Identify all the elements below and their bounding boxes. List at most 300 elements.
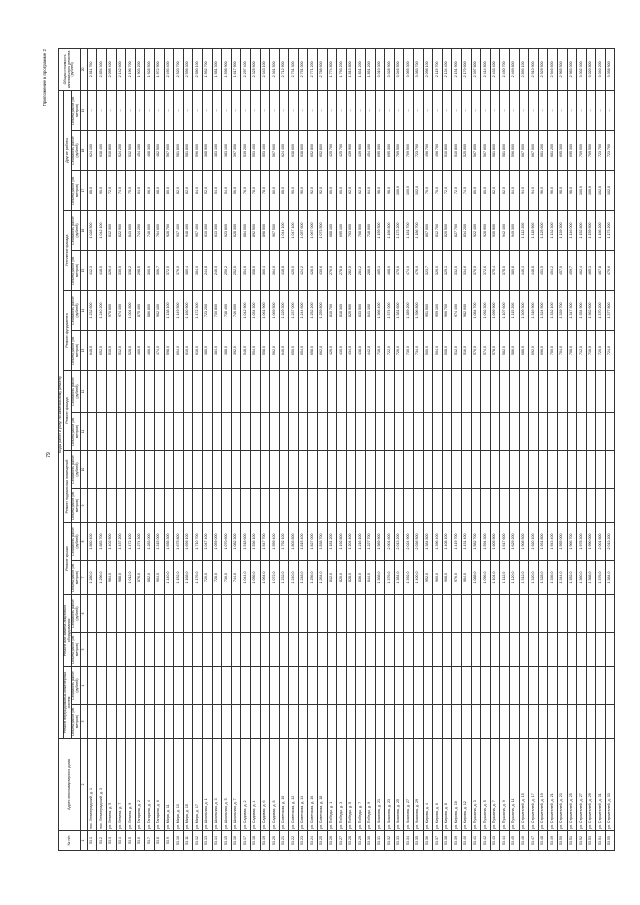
row-cell bbox=[481, 705, 491, 739]
row-cell: 836,0 bbox=[356, 561, 366, 595]
row-cell bbox=[202, 371, 212, 413]
row-cell: 380,0 bbox=[202, 331, 212, 371]
row-cell: – bbox=[327, 90, 337, 130]
row-total: 2 983 000 bbox=[567, 48, 577, 90]
row-cell: 554,0 bbox=[250, 331, 260, 371]
row-cell: 1 389 200 bbox=[404, 291, 414, 331]
row-cell bbox=[87, 371, 97, 413]
row-number: 53.51 bbox=[567, 831, 577, 851]
row-address: ул. Мира, д. 15 bbox=[183, 739, 193, 831]
row-cell: 326,0 bbox=[433, 251, 443, 291]
row-cell: 581 800 bbox=[183, 131, 193, 171]
row-cell: 80,0 bbox=[164, 171, 174, 211]
column-index: 2 bbox=[80, 739, 87, 831]
row-number: 53.21 bbox=[279, 831, 289, 851]
row-cell bbox=[327, 451, 337, 489]
row-cell: 928 900 bbox=[481, 211, 491, 251]
table-row bbox=[260, 48, 270, 850]
row-cell: 1 384,0 bbox=[394, 561, 404, 595]
row-cell: 100,0 bbox=[586, 171, 596, 211]
column-index: 3 bbox=[80, 705, 87, 739]
row-cell bbox=[202, 451, 212, 489]
row-cell bbox=[423, 371, 433, 413]
row-cell bbox=[145, 667, 155, 705]
row-cell: 822 900 bbox=[116, 211, 126, 251]
row-cell bbox=[461, 633, 471, 667]
row-cell bbox=[385, 451, 395, 489]
row-cell: 567 600 bbox=[481, 131, 491, 171]
row-cell bbox=[318, 667, 328, 705]
row-cell: 812 300 bbox=[107, 211, 117, 251]
row-address: ул. Школьная, д. 7 bbox=[231, 739, 241, 831]
row-cell: – bbox=[366, 90, 376, 130]
row-cell: 610 300 bbox=[202, 211, 212, 251]
row-cell: – bbox=[586, 90, 596, 130]
row-cell: 528,0 bbox=[126, 331, 136, 371]
row-cell: 1 320,0 bbox=[529, 561, 539, 595]
row-cell: 952,0 bbox=[423, 561, 433, 595]
row-cell: 1 966 700 bbox=[567, 523, 577, 561]
row-cell: 1 061 900 bbox=[260, 291, 270, 331]
row-cell: 1 675 800 bbox=[174, 523, 184, 561]
row-cell bbox=[154, 705, 164, 739]
row-cell: – bbox=[174, 90, 184, 130]
row-cell: 942 400 bbox=[500, 211, 510, 251]
row-total: 2 098 100 bbox=[423, 48, 433, 90]
row-cell: 64,0 bbox=[135, 171, 145, 211]
row-cell bbox=[356, 371, 366, 413]
row-number: 53.28 bbox=[346, 831, 356, 851]
row-cell: 510 800 bbox=[442, 131, 452, 171]
row-address: ул. Садовая, д. 4 bbox=[250, 739, 260, 831]
row-cell bbox=[346, 451, 356, 489]
column-index: 7 bbox=[80, 561, 87, 595]
row-cell: 100,0 bbox=[404, 171, 414, 211]
row-cell bbox=[461, 705, 471, 739]
table-row bbox=[596, 48, 606, 850]
row-cell: 886 800 bbox=[145, 291, 155, 331]
row-cell: 1 408 100 bbox=[442, 523, 452, 561]
row-cell bbox=[605, 633, 615, 667]
row-cell bbox=[154, 633, 164, 667]
row-cell bbox=[241, 633, 251, 667]
row-cell bbox=[596, 595, 606, 633]
row-cell bbox=[577, 633, 587, 667]
row-cell: – bbox=[145, 90, 155, 130]
row-cell: 1 057 600 bbox=[298, 211, 308, 251]
table-row bbox=[298, 48, 308, 850]
row-cell bbox=[577, 451, 587, 489]
row-address: ул. Советская, д. 18 bbox=[318, 739, 328, 831]
row-cell: 451,5 bbox=[538, 251, 548, 291]
row-address: ул. Строителей, д. 33 bbox=[605, 739, 615, 831]
row-cell bbox=[596, 413, 606, 451]
row-address: ул. Чкалова, д. 21 bbox=[375, 739, 385, 831]
row-cell bbox=[538, 667, 548, 705]
row-cell: 1 274 300 bbox=[135, 523, 145, 561]
row-cell bbox=[87, 667, 97, 705]
row-cell bbox=[442, 413, 452, 451]
row-cell bbox=[318, 413, 328, 451]
row-cell: 613 300 bbox=[212, 211, 222, 251]
row-address: ул. Строителей, д. 21 bbox=[548, 739, 558, 831]
row-cell bbox=[529, 371, 539, 413]
row-cell: 1 344,0 bbox=[557, 561, 567, 595]
row-cell: 730 800 bbox=[212, 291, 222, 331]
table-row bbox=[356, 48, 366, 850]
row-total: 2 433 400 bbox=[490, 48, 500, 90]
row-cell bbox=[318, 705, 328, 739]
row-cell: 974 400 bbox=[452, 291, 462, 331]
row-cell: 468 300 bbox=[145, 131, 155, 171]
row-cell: – bbox=[605, 90, 615, 130]
row-cell bbox=[164, 451, 174, 489]
row-cell bbox=[222, 413, 232, 451]
row-cell bbox=[596, 489, 606, 523]
row-cell bbox=[212, 489, 222, 523]
row-cell bbox=[529, 595, 539, 633]
row-cell bbox=[538, 451, 548, 489]
row-cell bbox=[241, 451, 251, 489]
row-cell bbox=[318, 633, 328, 667]
row-cell: 828,0 bbox=[346, 561, 356, 595]
row-cell: – bbox=[87, 90, 97, 130]
row-cell bbox=[490, 633, 500, 667]
row-address: ул. Гагарина, д. 4 bbox=[145, 739, 155, 831]
row-cell: 810 700 bbox=[327, 291, 337, 331]
row-cell bbox=[548, 667, 558, 705]
table-row bbox=[250, 48, 260, 850]
row-cell: 1 803 800 bbox=[289, 523, 299, 561]
row-cell: 1 159 500 bbox=[586, 211, 596, 251]
row-cell bbox=[183, 413, 193, 451]
row-cell bbox=[433, 633, 443, 667]
row-cell: 500,0 bbox=[423, 331, 433, 371]
row-cell: 60,0 bbox=[327, 171, 337, 211]
row-cell bbox=[471, 371, 481, 413]
row-cell bbox=[509, 705, 519, 739]
row-cell bbox=[279, 371, 289, 413]
row-cell bbox=[212, 413, 222, 451]
row-number: 53.37 bbox=[433, 831, 443, 851]
row-address: ул. Советская, д. 10 bbox=[279, 739, 289, 831]
row-cell: 1 099 900 bbox=[490, 291, 500, 331]
row-number: 53.7 bbox=[145, 831, 155, 851]
header-cost: Стоимость работ (рублей) bbox=[72, 371, 81, 413]
header-cost: Стоимость работ (рублей) bbox=[72, 131, 81, 171]
row-cell bbox=[231, 595, 241, 633]
row-cell: 695 300 bbox=[385, 131, 395, 171]
row-cell: 744 200 bbox=[135, 211, 145, 251]
row-cell bbox=[471, 413, 481, 451]
row-cell bbox=[356, 595, 366, 633]
row-cell: 78,0 bbox=[250, 171, 260, 211]
row-cell bbox=[567, 371, 577, 413]
row-cell: 80,0 bbox=[481, 171, 491, 211]
row-cell: 567 600 bbox=[270, 131, 280, 171]
row-cell bbox=[298, 413, 308, 451]
row-cell: 1 181 200 bbox=[327, 523, 337, 561]
row-cell bbox=[298, 705, 308, 739]
row-cell bbox=[174, 595, 184, 633]
row-cell bbox=[452, 371, 462, 413]
table-row bbox=[212, 48, 222, 850]
row-cell bbox=[538, 489, 548, 523]
row-cell: 512,0 bbox=[116, 331, 126, 371]
row-cell: 82,0 bbox=[500, 171, 510, 211]
row-cell bbox=[442, 667, 452, 705]
row-cell bbox=[346, 633, 356, 667]
row-cell bbox=[164, 489, 174, 523]
row-cell bbox=[346, 489, 356, 523]
header-group: Другие работы bbox=[63, 90, 72, 210]
row-cell: – bbox=[548, 90, 558, 130]
row-cell: 1 073 500 bbox=[318, 211, 328, 251]
rotated-sheet bbox=[40, 45, 612, 865]
row-cell bbox=[414, 705, 424, 739]
row-cell bbox=[548, 633, 558, 667]
row-cell bbox=[193, 371, 203, 413]
row-cell bbox=[500, 489, 510, 523]
column-index: 19 bbox=[80, 90, 87, 130]
row-cell bbox=[183, 451, 193, 489]
row-total: 2 397 800 bbox=[471, 48, 481, 90]
row-cell: – bbox=[289, 90, 299, 130]
row-cell: 1 084 700 bbox=[471, 291, 481, 331]
row-cell bbox=[231, 705, 241, 739]
row-number: 53.42 bbox=[481, 831, 491, 851]
row-cell bbox=[394, 595, 404, 633]
row-cell: 1 152 800 bbox=[577, 211, 587, 251]
row-address: ул. Победы, д. 3 bbox=[337, 739, 347, 831]
row-cell bbox=[145, 595, 155, 633]
row-cell bbox=[471, 667, 481, 705]
row-cell bbox=[519, 595, 529, 633]
row-cell bbox=[135, 705, 145, 739]
row-cell: 100,0 bbox=[577, 171, 587, 211]
row-cell: 470,6 bbox=[605, 251, 615, 291]
row-cell bbox=[318, 595, 328, 633]
row-cell bbox=[202, 413, 212, 451]
table-row bbox=[509, 48, 519, 850]
row-total: 2 965 500 bbox=[557, 48, 567, 90]
table-row bbox=[327, 48, 337, 850]
row-cell bbox=[212, 667, 222, 705]
row-total: 2 414 800 bbox=[481, 48, 491, 90]
row-cell: 581 800 bbox=[490, 131, 500, 171]
row-address: ул. Гагарина, д. 6 bbox=[154, 739, 164, 831]
row-cell: 638 600 bbox=[289, 131, 299, 171]
row-cell: 516,0 bbox=[461, 331, 471, 371]
row-cell: 876,0 bbox=[135, 561, 145, 595]
row-cell: 2 024 900 bbox=[404, 523, 414, 561]
row-cell: 718 000 bbox=[366, 211, 376, 251]
row-cell: 1 115 200 bbox=[509, 291, 519, 331]
row-cell: 1 028 500 bbox=[87, 211, 97, 251]
row-cell: 1 354 900 bbox=[577, 291, 587, 331]
row-address: ул. Кирова, д. 8 bbox=[442, 739, 452, 831]
row-cell bbox=[557, 595, 567, 633]
row-cell: 812,0 bbox=[327, 561, 337, 595]
row-cell bbox=[490, 705, 500, 739]
row-cell bbox=[174, 633, 184, 667]
row-cell bbox=[231, 633, 241, 667]
row-cell bbox=[356, 667, 366, 705]
row-cell bbox=[500, 705, 510, 739]
row-cell: 1 699 100 bbox=[183, 523, 193, 561]
row-cell bbox=[145, 705, 155, 739]
row-cell bbox=[481, 451, 491, 489]
row-cell bbox=[174, 451, 184, 489]
row-cell: 1 173 200 bbox=[605, 211, 615, 251]
row-cell bbox=[452, 633, 462, 667]
column-index: 1 bbox=[80, 831, 87, 851]
row-total: 2 811 760 bbox=[87, 48, 97, 90]
row-cell bbox=[116, 633, 126, 667]
row-cell: – bbox=[212, 90, 222, 130]
row-cell: 1 396 400 bbox=[433, 523, 443, 561]
row-cell bbox=[87, 705, 97, 739]
row-cell: – bbox=[183, 90, 193, 130]
row-cell: 1 296,0 bbox=[97, 561, 107, 595]
row-cell: – bbox=[567, 90, 577, 130]
row-number: 53.12 bbox=[193, 831, 203, 851]
row-number: 53.4 bbox=[116, 831, 126, 851]
row-cell bbox=[289, 413, 299, 451]
column-index: 18 bbox=[80, 131, 87, 171]
row-cell: 949 300 bbox=[509, 211, 519, 251]
row-cell: 448,8 bbox=[529, 251, 539, 291]
row-cell bbox=[586, 705, 596, 739]
row-cell bbox=[548, 451, 558, 489]
row-cell: 1 402 500 bbox=[107, 523, 117, 561]
row-cell: 1 324 500 bbox=[538, 291, 548, 331]
row-cell: 278,8 bbox=[337, 251, 347, 291]
row-cell: 80,0 bbox=[471, 171, 481, 211]
row-cell bbox=[423, 705, 433, 739]
row-cell bbox=[97, 489, 107, 523]
row-cell: 459,7 bbox=[567, 251, 577, 291]
row-cell: 1 042 100 bbox=[97, 211, 107, 251]
row-number: 53.52 bbox=[577, 831, 587, 851]
row-number: 53.32 bbox=[385, 831, 395, 851]
row-total: 2 893 100 bbox=[519, 48, 529, 90]
row-cell: 695 300 bbox=[375, 131, 385, 171]
table-row bbox=[433, 48, 443, 850]
row-cell bbox=[250, 595, 260, 633]
row-cell bbox=[394, 413, 404, 451]
row-cell bbox=[356, 413, 366, 451]
row-cell bbox=[423, 595, 433, 633]
row-cell: – bbox=[557, 90, 567, 130]
row-number: 53.19 bbox=[260, 831, 270, 851]
row-cell: 726,0 bbox=[394, 331, 404, 371]
row-cell bbox=[154, 489, 164, 523]
row-cell: 465,1 bbox=[375, 251, 385, 291]
row-cell bbox=[135, 451, 145, 489]
row-number: 53.24 bbox=[308, 831, 318, 851]
row-address: ул. Пушкина, д. 3 bbox=[471, 739, 481, 831]
row-cell: 843 000 bbox=[126, 211, 136, 251]
row-cell: 100,0 bbox=[394, 171, 404, 211]
row-cell bbox=[356, 705, 366, 739]
row-cell: 372,5 bbox=[164, 251, 174, 291]
row-cell bbox=[596, 705, 606, 739]
table-row bbox=[308, 48, 318, 850]
row-cell bbox=[366, 371, 376, 413]
row-cell bbox=[404, 633, 414, 667]
row-cell bbox=[385, 371, 395, 413]
row-cell: 988,0 bbox=[116, 561, 126, 595]
row-cell: 695 300 bbox=[567, 131, 577, 171]
row-cell bbox=[164, 705, 174, 739]
row-cell: – bbox=[250, 90, 260, 130]
row-cell: 708,0 bbox=[567, 331, 577, 371]
row-cell bbox=[577, 371, 587, 413]
row-cell bbox=[202, 595, 212, 633]
row-cell bbox=[375, 667, 385, 705]
row-cell: 1 315 000 bbox=[154, 523, 164, 561]
row-number: 53.8 bbox=[154, 831, 164, 851]
row-cell bbox=[241, 489, 251, 523]
row-cell bbox=[193, 489, 203, 523]
row-cell: 696,0 bbox=[538, 331, 548, 371]
row-cell: 338,2 bbox=[126, 251, 136, 291]
row-number: 53.31 bbox=[375, 831, 385, 851]
row-cell: 1 377 800 bbox=[605, 291, 615, 331]
row-cell bbox=[346, 705, 356, 739]
row-cell bbox=[509, 451, 519, 489]
row-cell bbox=[442, 705, 452, 739]
row-total: 3 002 300 bbox=[577, 48, 587, 90]
row-cell: 681 200 bbox=[538, 131, 548, 171]
row-cell bbox=[298, 371, 308, 413]
row-cell: – bbox=[471, 90, 481, 130]
row-cell bbox=[461, 489, 471, 523]
row-cell: – bbox=[452, 90, 462, 130]
row-cell bbox=[279, 489, 289, 523]
row-address: ул. Ленина, д. 9 bbox=[126, 739, 136, 831]
row-cell: 720,0 bbox=[596, 331, 606, 371]
row-cell: 807 000 bbox=[423, 211, 433, 251]
row-total: 2 520 700 bbox=[174, 48, 184, 90]
table-row bbox=[519, 48, 529, 850]
header-group: Ремонт фасада bbox=[63, 371, 72, 451]
header-total: Общая стоимость капитального ремонта (рублей) bbox=[59, 48, 81, 90]
row-total: 2 771 200 bbox=[308, 48, 318, 90]
row-cell: 70,0 bbox=[433, 171, 443, 211]
row-cell bbox=[298, 595, 308, 633]
row-cell bbox=[346, 667, 356, 705]
row-cell: 1 112,0 bbox=[500, 561, 510, 595]
row-cell bbox=[97, 371, 107, 413]
row-cell bbox=[548, 595, 558, 633]
row-cell: 1 360,0 bbox=[577, 561, 587, 595]
row-cell bbox=[529, 451, 539, 489]
row-cell: – bbox=[270, 90, 280, 130]
row-address: ул. Гагарина, д. 2 bbox=[135, 739, 145, 831]
row-address: ул. Победы, д. 5 bbox=[346, 739, 356, 831]
row-address: ул. Мира, д. 11 bbox=[164, 739, 174, 831]
row-cell: 1 120,0 bbox=[509, 561, 519, 595]
row-cell bbox=[97, 667, 107, 705]
row-cell: 720,0 bbox=[202, 561, 212, 595]
row-total: 2 095 400 bbox=[107, 48, 117, 90]
row-cell: 1 166 800 bbox=[385, 211, 395, 251]
row-cell: 510,0 bbox=[107, 331, 117, 371]
row-cell bbox=[433, 371, 443, 413]
row-cell: 454 100 bbox=[135, 131, 145, 171]
